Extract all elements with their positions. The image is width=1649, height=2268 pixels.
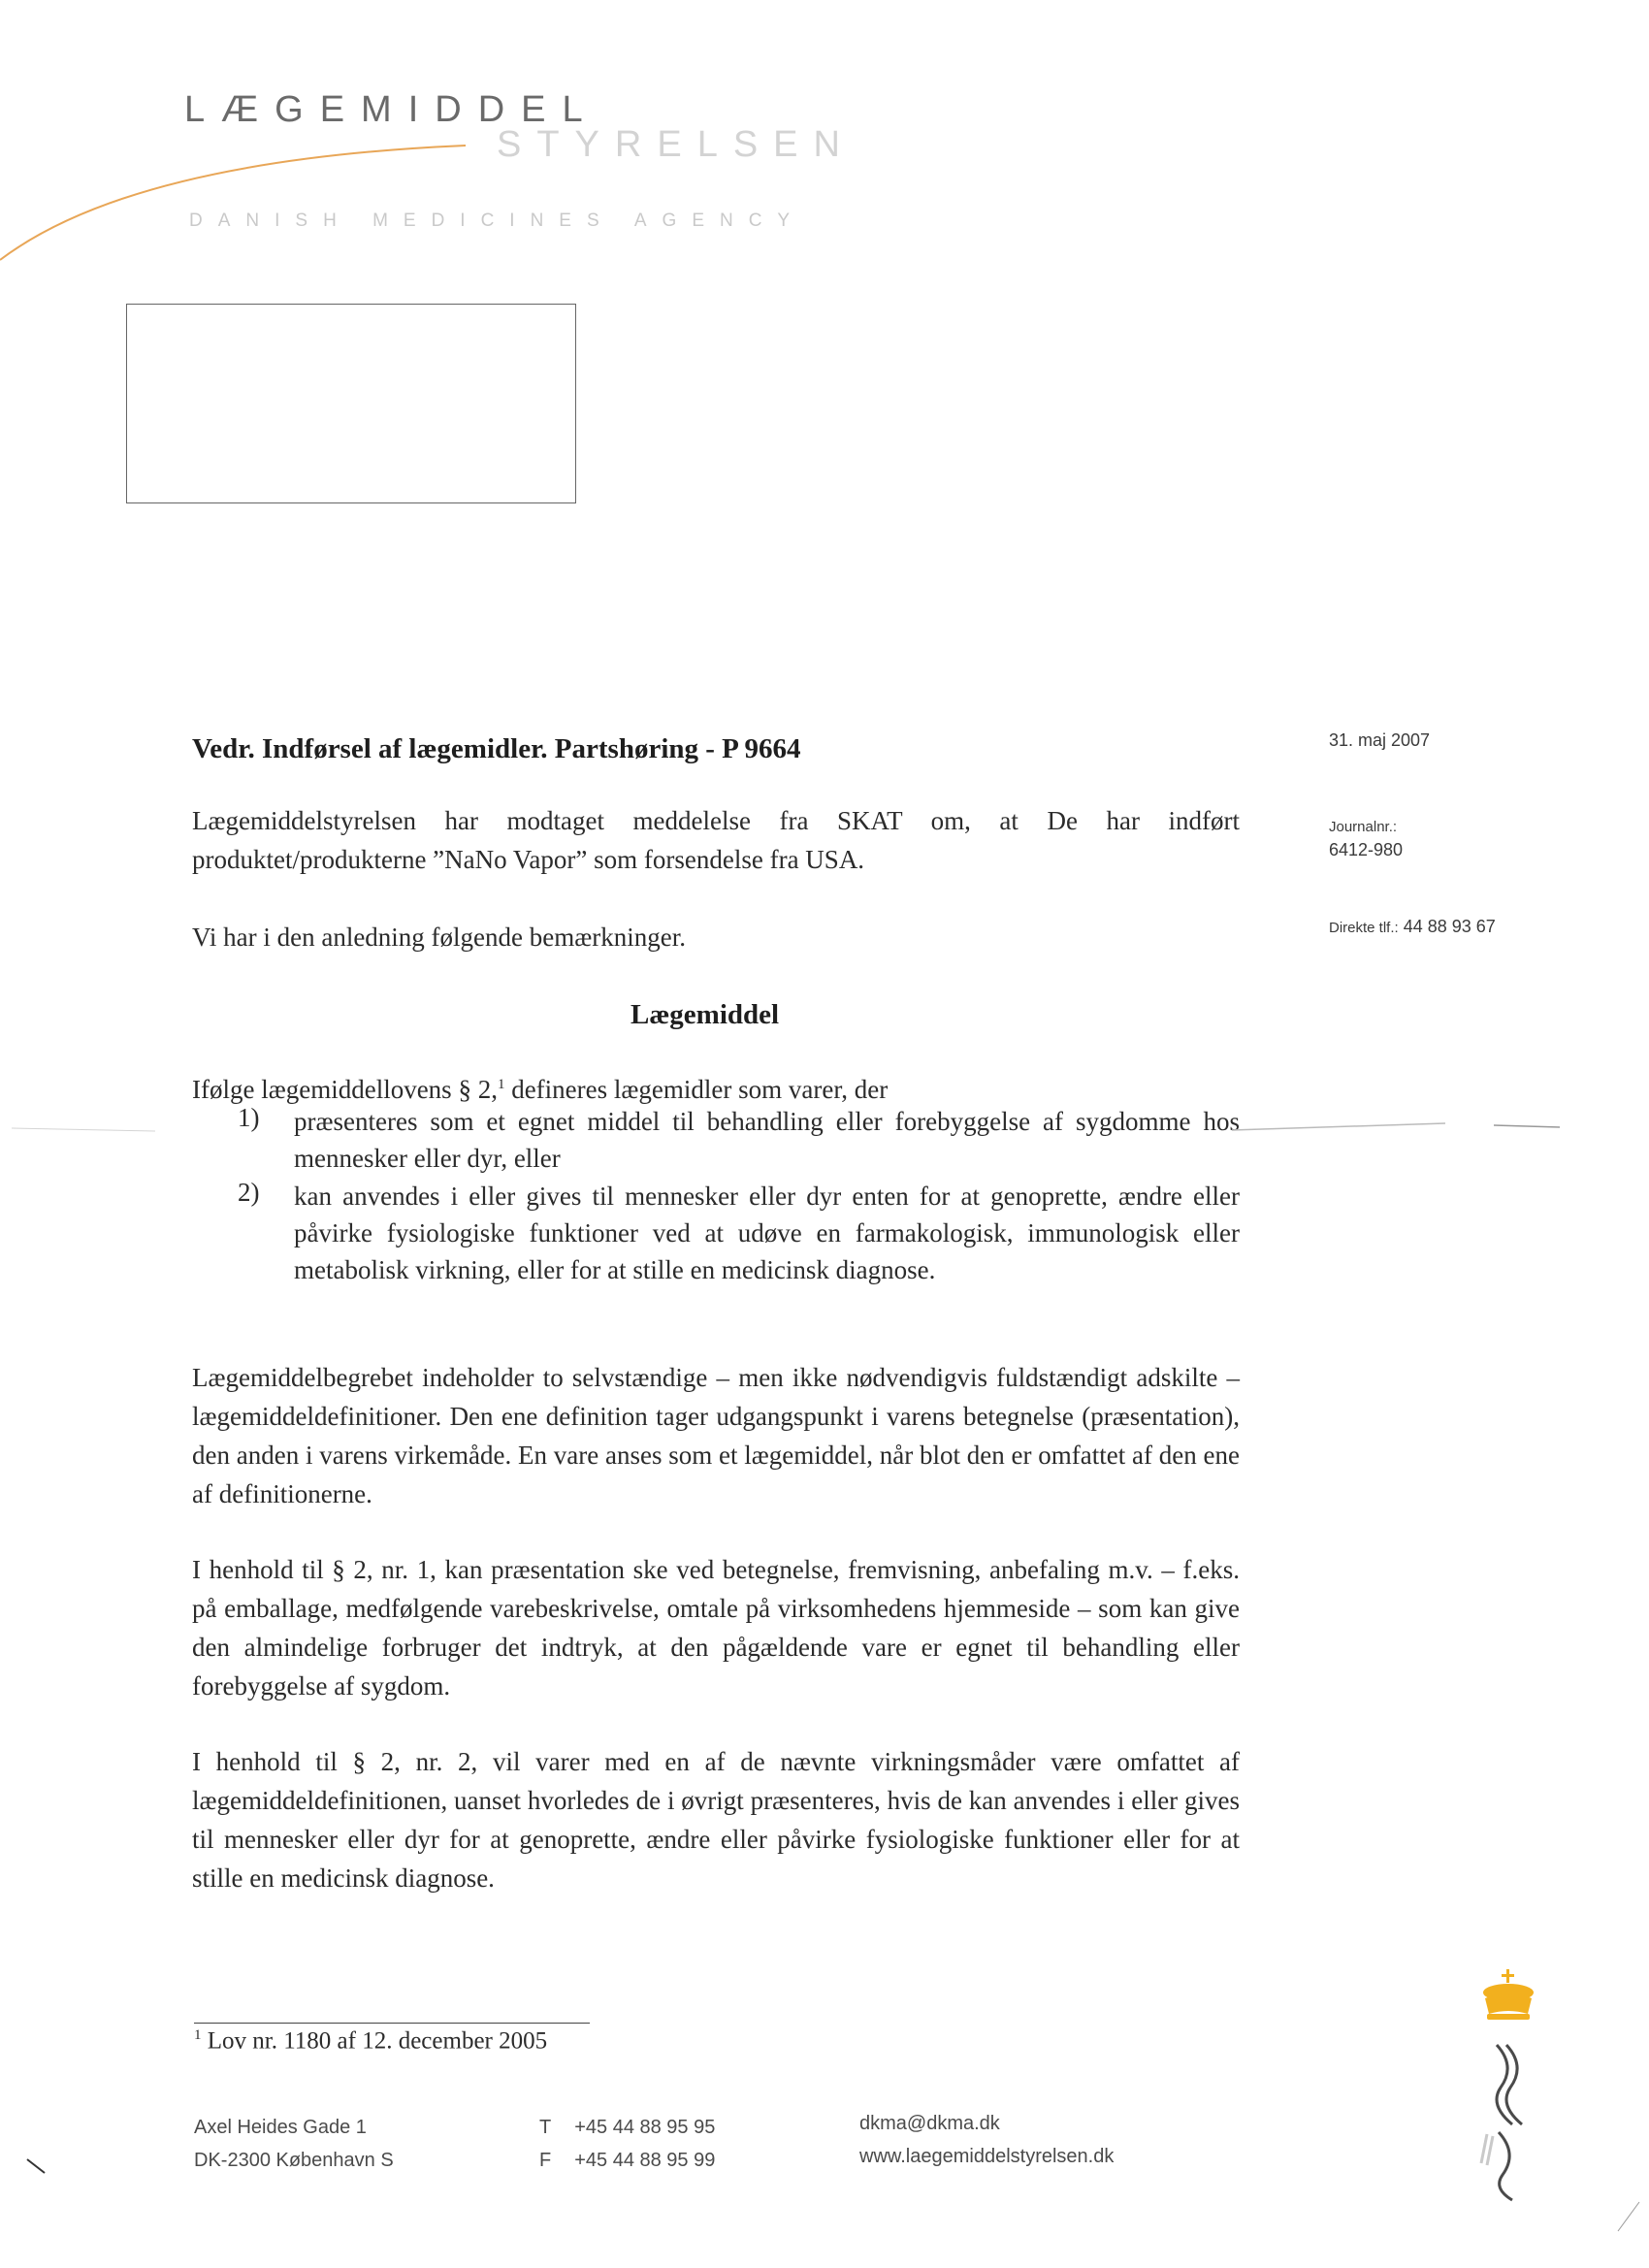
intro-text: Ifølge lægemiddellovens § 2,: [192, 1075, 498, 1104]
list-item-number: 2): [238, 1178, 260, 1207]
logo-text-agency: DANISH MEDICINES AGENCY: [189, 211, 806, 231]
footer-tel-label: T: [539, 2117, 552, 2138]
paragraph-section-1: I henhold til § 2, nr. 1, kan præsentation ske ved betegnelse, fremvisning, anbefaling m.v. – f.eks. på emballage, medfølgende varebeskrivelse, omtale på virksomhedens hjemmeside – som kan give den almindelige forbruger det indtryk, at den pågældende vare er egnet til behandling eller forebyggelse af sygdom.: [192, 1555, 1240, 1701]
footer-fax: +45 44 88 95 99: [574, 2150, 716, 2171]
section-heading: Lægemiddel: [630, 999, 780, 1030]
direct-phone-number: 44 88 93 67: [1403, 917, 1496, 936]
footer-email[interactable]: dkma@dkma.dk: [859, 2113, 1000, 2134]
footnote-mark: 1: [194, 2027, 202, 2043]
paragraph-notification: Lægemiddelstyrelsen har modtaget meddelelse fra SKAT om, at De har indført produktet/produkterne ”NaNo Vapor” som forsendelse fra USA.: [192, 806, 1240, 874]
intro-text-rest: defineres lægemidler som varer, der: [504, 1075, 889, 1104]
footnote-text: Lov nr. 1180 af 12. december 2005: [201, 2027, 548, 2055]
footer-city: DK-2300 København S: [194, 2150, 394, 2171]
footer-website[interactable]: www.laegemiddelstyrelsen.dk: [859, 2146, 1115, 2167]
logo-text-laegemiddel: LÆGEMIDDEL: [184, 89, 599, 130]
list-item-number: 1): [238, 1103, 260, 1132]
list-item: præsenteres som et egnet middel til behandling eller forebyggelse af sygdomme hos mennesker eller dyr, eller: [294, 1107, 1240, 1173]
footnote-reference: 1: [497, 1077, 505, 1092]
direct-phone-label: Direkte tlf.:: [1329, 920, 1399, 936]
paragraph-concept: Lægemiddelbegrebet indeholder to selvstændige – men ikke nødvendigvis fuldstændigt adskilte – lægemiddeldefinitioner. Den ene definition tager udgangspunkt i varens betegnelse (præsentation), den anden i varens virkemåde. En vare anses som et lægemiddel, når blot den er omfattet af den ene af definitionerne.: [192, 1363, 1240, 1508]
logo-text-styrelsen: STYRELSEN: [497, 124, 856, 165]
paragraph-remarks: Vi har i den anledning følgende bemærkninger.: [192, 923, 686, 952]
footer-street: Axel Heides Gade 1: [194, 2117, 367, 2138]
footer-fax-label: F: [539, 2150, 552, 2171]
paragraph-section-2: I henhold til § 2, nr. 2, vil varer med en af de nævnte virkningsmåder være omfattet af lægemiddeldefinitionen, uanset hvorledes de i øvrigt præsenteres, hvis de kan anvendes i eller gives til mennesker eller dyr for at genoprette, ændre eller påvirke fysiologiske funktioner eller for at stille en medicinsk diagnose.: [192, 1747, 1240, 1893]
journal-label: Journalnr.:: [1329, 819, 1398, 835]
journal-number: 6412-980: [1329, 840, 1404, 859]
subject-line: Vedr. Indførsel af lægemidler. Partshøring - P 9664: [192, 733, 801, 764]
footer-tel: +45 44 88 95 95: [574, 2117, 716, 2138]
letter-date: 31. maj 2007: [1329, 730, 1431, 750]
list-item: kan anvendes i eller gives til mennesker eller dyr enten for at genoprette, ændre eller påvirke fysiologiske funktioner ved at udøve en farmakologisk, immunologisk eller metabolisk virkning, eller for at stille en medicinsk diagnose.: [294, 1182, 1240, 1284]
